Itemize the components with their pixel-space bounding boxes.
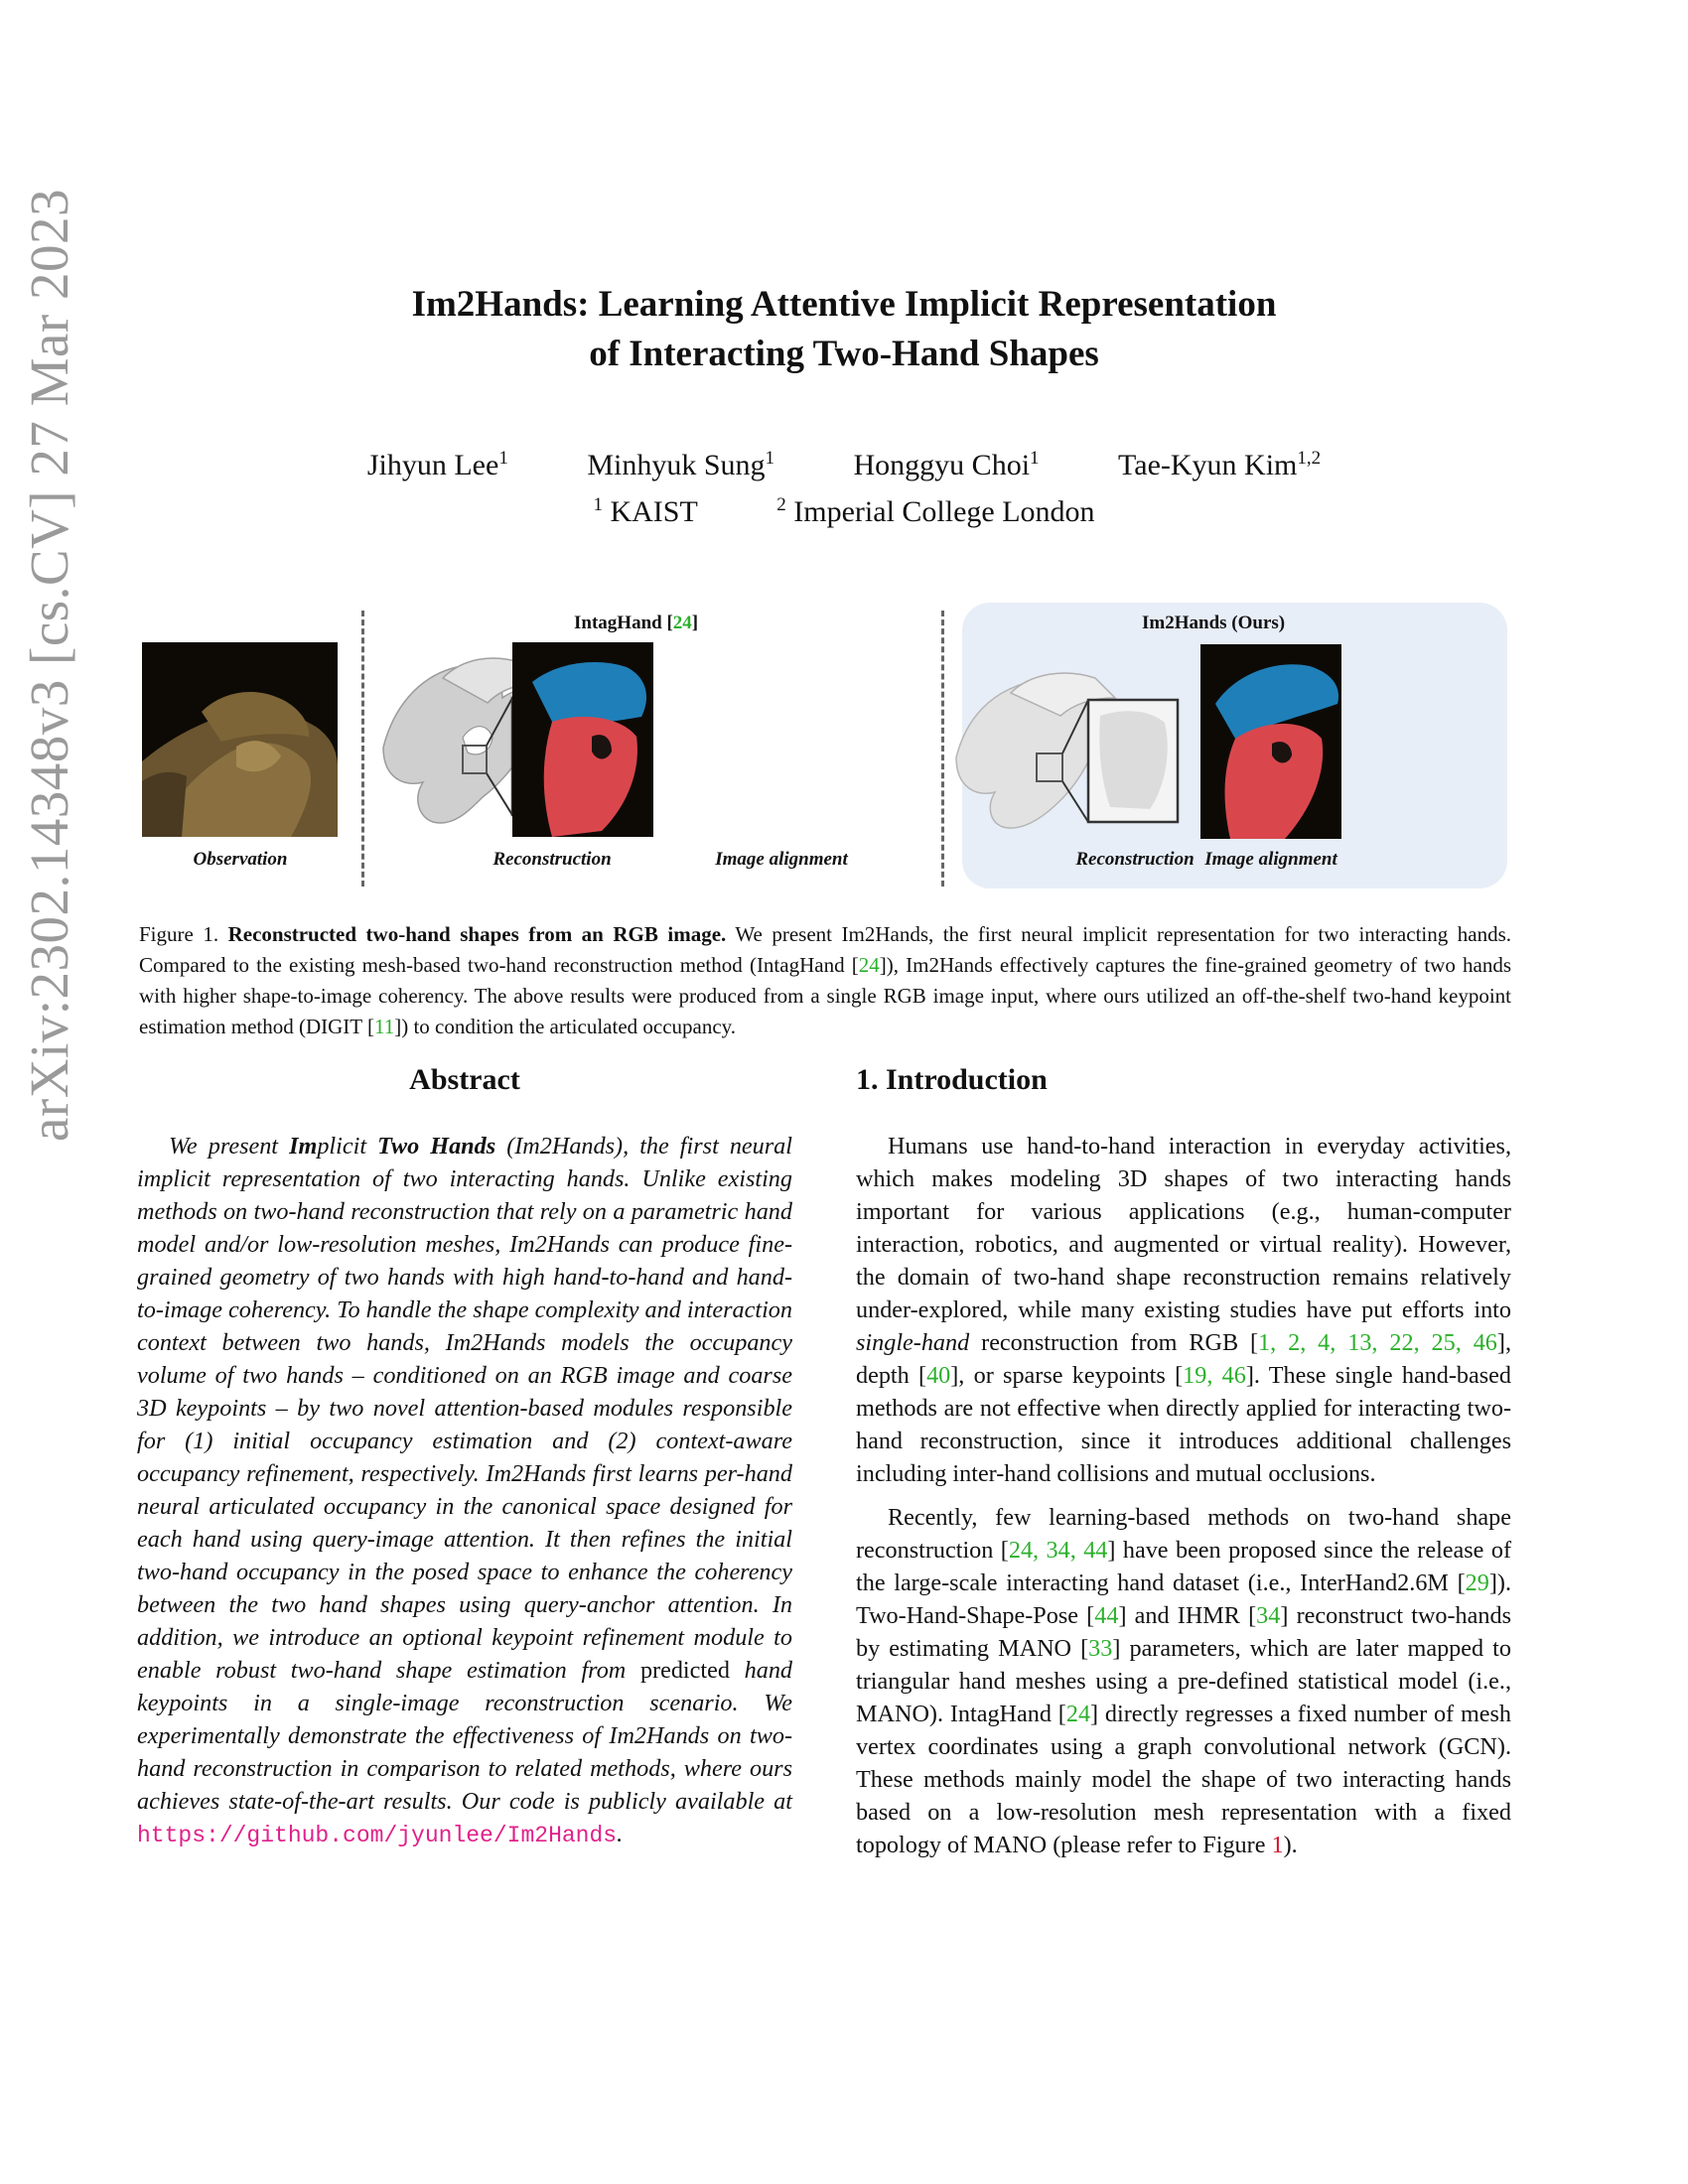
affiliation: $^1$ KAIST (593, 494, 698, 528)
code-link[interactable]: https://github.com/jyunlee/Im2Hands (137, 1823, 618, 1848)
author: Jihyun Lee$^1$ (366, 448, 508, 481)
observation-image (142, 642, 338, 837)
citation-link[interactable]: 19, 46 (1183, 1362, 1246, 1389)
alignment-overlay-illustration (1200, 644, 1341, 839)
citation-link[interactable]: 11 (373, 1015, 395, 1038)
author: Honggyu Choi$^1$ (853, 448, 1040, 481)
author: Minhyuk Sung$^1$ (587, 448, 775, 481)
author-block (149, 439, 1539, 532)
title-line-1: Im2Hands: Learning Attentive Implicit Representation (411, 284, 1277, 325)
label-alignment: Image alignment (715, 849, 848, 870)
ours-heading: Im2Hands (Ours) (1142, 613, 1286, 633)
figure-ref-link[interactable]: 1 (1271, 1832, 1284, 1858)
arxiv-stamp: arXiv:2302.14348v3 [cs.CV] 27 Mar 2023 (19, 189, 79, 1142)
author: Tae-Kyun Kim$^{1,2}$ (1118, 448, 1322, 481)
introduction-column (856, 1060, 1511, 1861)
citation-link[interactable]: 24, 34, 44 (1008, 1537, 1108, 1564)
affiliation: $^2$ Imperial College London (776, 494, 1095, 528)
label-alignment-ours: Image alignment (1204, 849, 1337, 870)
divider-dashed (361, 611, 364, 887)
citation-link[interactable]: 29 (1465, 1570, 1489, 1596)
introduction-heading: 1. Introduction (856, 1063, 1048, 1096)
intro-paragraph-2: Recently, few learning-based methods on two-hand shape reconstruction [24, 34, 44] have been proposed since the release of the large-scale interacting hand dataset (i.e., InterHand2.6M [29]). Two-Hand-Shape-Pose [44] and IHMR [34] reconstruct two-hands by estimating MANO [33] parameters, which are later mapped to triangular hand meshes using a pre-defined statistical model (i.e., MANO). IntagHand [24] directly regresses a fixed number of mesh vertex coordinates using a graph convolutional network (GCN). These methods mainly model the shape of two interacting hands based on a low-resolution mesh representation with a fixed topology of MANO (please refer to Figure 1). (856, 1504, 1512, 1858)
author-list (149, 439, 1539, 485)
citation-link[interactable]: 44 (1094, 1602, 1119, 1629)
affiliation-list (149, 485, 1539, 532)
citation-link[interactable]: 1, 2, 4, 13, 22, 25, 46 (1258, 1329, 1497, 1356)
paper-title (149, 280, 1539, 379)
intro-paragraph-1: Humans use hand-to-hand interaction in everyday activities, which makes modeling 3D shapes of two interacting hands important for various applications (e.g., human-computer interaction, robotics, and augmented or virtual reality). However, the domain of two-hand shape reconstruction remains relatively under-explored, while many existing studies have put efforts into single-hand reconstruction from RGB [1, 2, 4, 13, 22, 25, 46], depth [40], or sparse keypoints [19, 46]. These single hand-based methods are not effective when directly applied for interacting two-hand reconstruction, since it introduces additional challenges including inter-hand collisions and mutual occlusions. (856, 1133, 1511, 1487)
citation-link[interactable]: 24 (858, 953, 880, 977)
citation-link[interactable]: 24 (672, 613, 692, 633)
hands-photo-illustration (142, 642, 338, 837)
label-observation: Observation (193, 849, 288, 870)
figure-1 (139, 601, 1509, 888)
citation-link[interactable]: 34 (1256, 1602, 1281, 1629)
intaghand-alignment-image (512, 642, 653, 837)
title-line-2: of Interacting Two-Hand Shapes (589, 334, 1099, 374)
abstract-column (137, 1060, 792, 1852)
divider-dashed (941, 611, 944, 887)
intaghand-heading: IntagHand [24] (574, 613, 699, 633)
citation-link[interactable]: 40 (926, 1362, 951, 1389)
abstract-body: We present Implicit Two Hands (Im2Hands), the first neural implicit representation of two interacting hands. Unlike existing methods on two-hand reconstruction that rely on a parametric hand model and/or low-resolution meshes, Im2Hands can produce fine-grained geometry of two hands with high hand-to-hand and hand-to-image coherency. To handle the shape complexity and interaction context between two hands, Im2Hands models the occupancy volume of two hands – conditioned on an RGB image and coarse 3D keypoints – by two novel attention-based modules responsible for (1) initial occupancy estimation and (2) context-aware occupancy refinement, respectively. Im2Hands first learns per-hand neural articulated occupancy in the canonical space designed for each hand using query-image attention. It then refines the initial two-hand occupancy in the posed space to enhance the coherency between the two hand shapes using query-anchor attention. In addition, we introduce an optional keypoint refinement module to enable robust two-hand shape estimation from predicted hand keypoints in a single-image reconstruction scenario. We experimentally demonstrate the effectiveness of Im2Hands on two-hand reconstruction in comparison to related methods, where ours achieves state-of-the-art results. Our code is publicly available at https://github.com/jyunlee/Im2Hands. (137, 1133, 793, 1848)
alignment-overlay-illustration (512, 642, 653, 837)
label-reconstruction-ours: Reconstruction (1075, 849, 1195, 870)
ours-alignment-image (1200, 644, 1341, 839)
figure-caption: Figure 1. Reconstructed two-hand shapes from an RGB image. We present Im2Hands, the first neural implicit representation for two interacting hands. Compared to the existing mesh-based two-hand reconstruction method (IntagHand [24]), Im2Hands effectively captures the fine-grained geometry of two hands with higher shape-to-image coherency. The above results were produced from a single RGB image input, where ours utilized an off-the-shelf two-hand keypoint estimation method (DIGIT [11]) to condition the articulated occupancy. (139, 922, 1511, 1038)
abstract-heading: Abstract (409, 1063, 520, 1096)
citation-link[interactable]: 33 (1088, 1635, 1113, 1662)
citation-link[interactable]: 24 (1065, 1701, 1091, 1727)
label-reconstruction: Reconstruction (492, 849, 612, 870)
